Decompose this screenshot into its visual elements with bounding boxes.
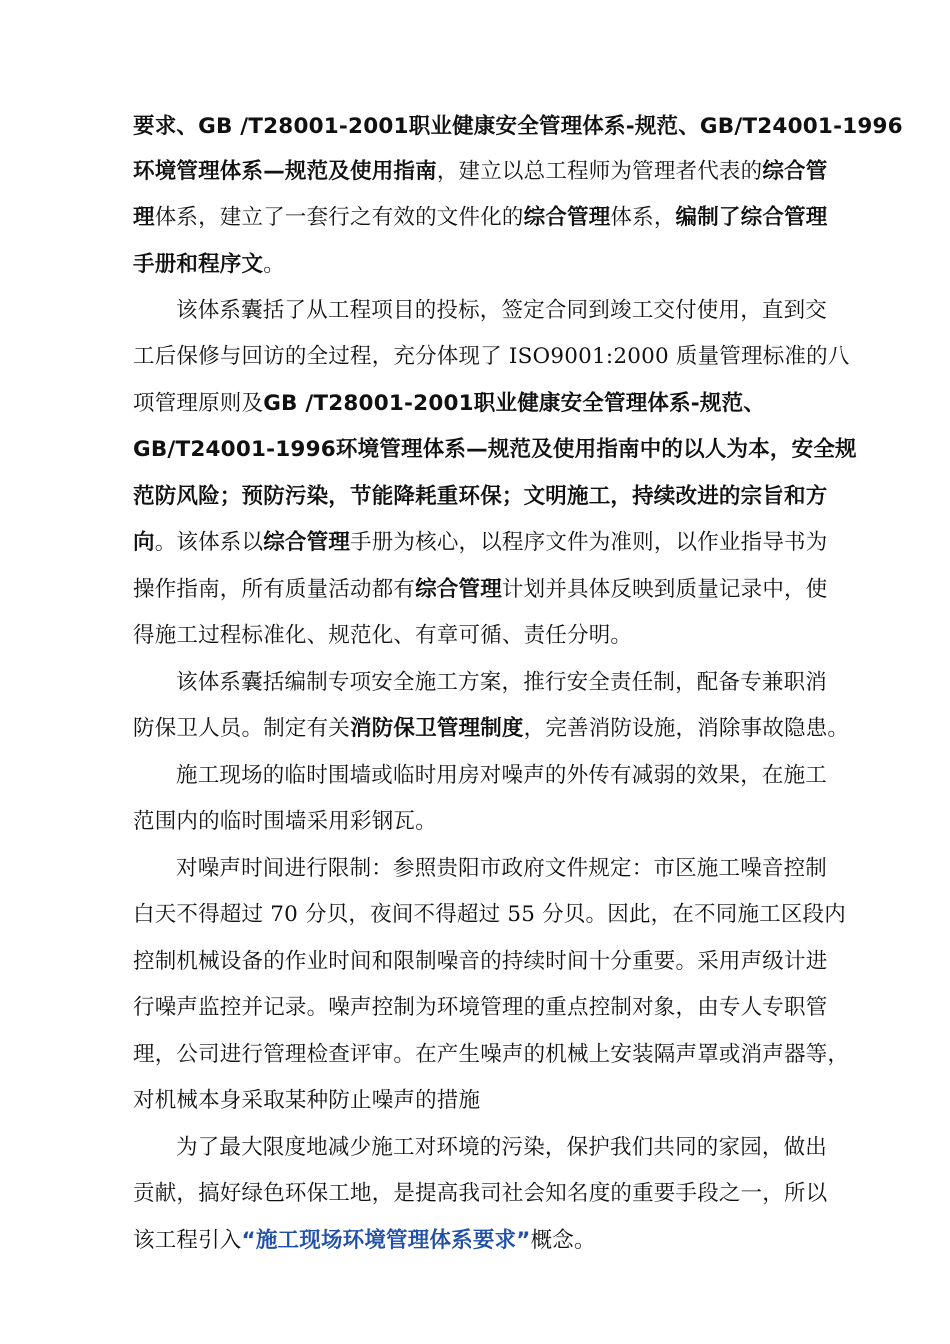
paragraph-1-line-2: 环境管理体系—规范及使用指南，建立以总工程师为管理者代表的综合管 bbox=[133, 159, 828, 184]
paragraph-5-line-4: 行噪声监控并记录。噪声控制为环境管理的重点控制对象，由专人专职管 bbox=[133, 995, 828, 1020]
paragraph-2-line-1: 该体系囊括了从工程项目的投标，签定合同到竣工交付使用，直到交 bbox=[176, 298, 828, 323]
paragraph-2-line-8: 得施工过程标准化、规范化、有章可循、责任分明。 bbox=[133, 623, 633, 648]
paragraph-5-line-1: 对噪声时间进行限制：参照贵阳市政府文件规定：市区施工噪音控制 bbox=[176, 856, 828, 881]
paragraph-3-line-2: 防保卫人员。制定有关消防保卫管理制度，完善消防设施，消除事故隐患。 bbox=[133, 716, 850, 741]
paragraph-2-line-4: GB/T24001-1996环境管理体系—规范及使用指南中的以人为本，安全规 bbox=[133, 437, 857, 462]
paragraph-1-line-3: 理体系，建立了一套行之有效的文件化的综合管理体系，编制了综合管理 bbox=[133, 205, 828, 230]
paragraph-5-line-2: 白天不得超过 70 分贝，夜间不得超过 55 分贝。因此，在不同施工区段内 bbox=[133, 902, 846, 927]
paragraph-3-line-1: 该体系囊括编制专项安全施工方案，推行安全责任制，配备专兼职消 bbox=[176, 670, 828, 695]
paragraph-4-line-1: 施工现场的临时围墙或临时用房对噪声的外传有减弱的效果，在施工 bbox=[176, 763, 828, 788]
paragraph-1-line-4: 手册和程序文。 bbox=[133, 252, 285, 277]
paragraph-2-line-5: 范防风险；预防污染，节能降耗重环保；文明施工，持续改进的宗旨和方 bbox=[133, 484, 828, 509]
paragraph-2-line-7: 操作指南，所有质量活动都有综合管理计划并具体反映到质量记录中，使 bbox=[133, 577, 828, 602]
paragraph-2-line-3: 项管理原则及GB /T28001-2001职业健康安全管理体系-规范、 bbox=[133, 391, 766, 416]
paragraph-5-line-3: 控制机械设备的作业时间和限制噪音的持续时间十分重要。采用声级计进 bbox=[133, 949, 828, 974]
paragraph-5-line-5: 理，公司进行管理检查评审。在产生噪声的机械上安装隔声罩或消声器等， bbox=[133, 1042, 850, 1067]
paragraph-6-line-1: 为了最大限度地减少施工对环境的污染，保护我们共同的家园，做出 bbox=[176, 1135, 828, 1160]
paragraph-6-line-2: 贡献，搞好绿色环保工地，是提高我司社会知名度的重要手段之一，所以 bbox=[133, 1181, 828, 1206]
paragraph-6-line-3: 该工程引入“施工现场环境管理体系要求”概念。 bbox=[133, 1228, 596, 1253]
paragraph-2-line-2: 工后保修与回访的全过程，充分体现了 ISO9001:2000 质量管理标准的八 bbox=[133, 344, 850, 369]
paragraph-2-line-6: 向。该体系以综合管理手册为核心，以程序文件为准则，以作业指导书为 bbox=[133, 530, 828, 555]
paragraph-1-line-1: 要求、GB /T28001-2001职业健康安全管理体系-规范、GB/T24001-1996 bbox=[133, 114, 903, 139]
paragraph-4-line-2: 范围内的临时围墙采用彩钢瓦。 bbox=[133, 809, 437, 834]
highlighted-concept: “施工现场环境管理体系要求” bbox=[241, 1228, 531, 1253]
paragraph-5-line-6: 对机械本身采取某种防止噪声的措施 bbox=[133, 1088, 481, 1113]
